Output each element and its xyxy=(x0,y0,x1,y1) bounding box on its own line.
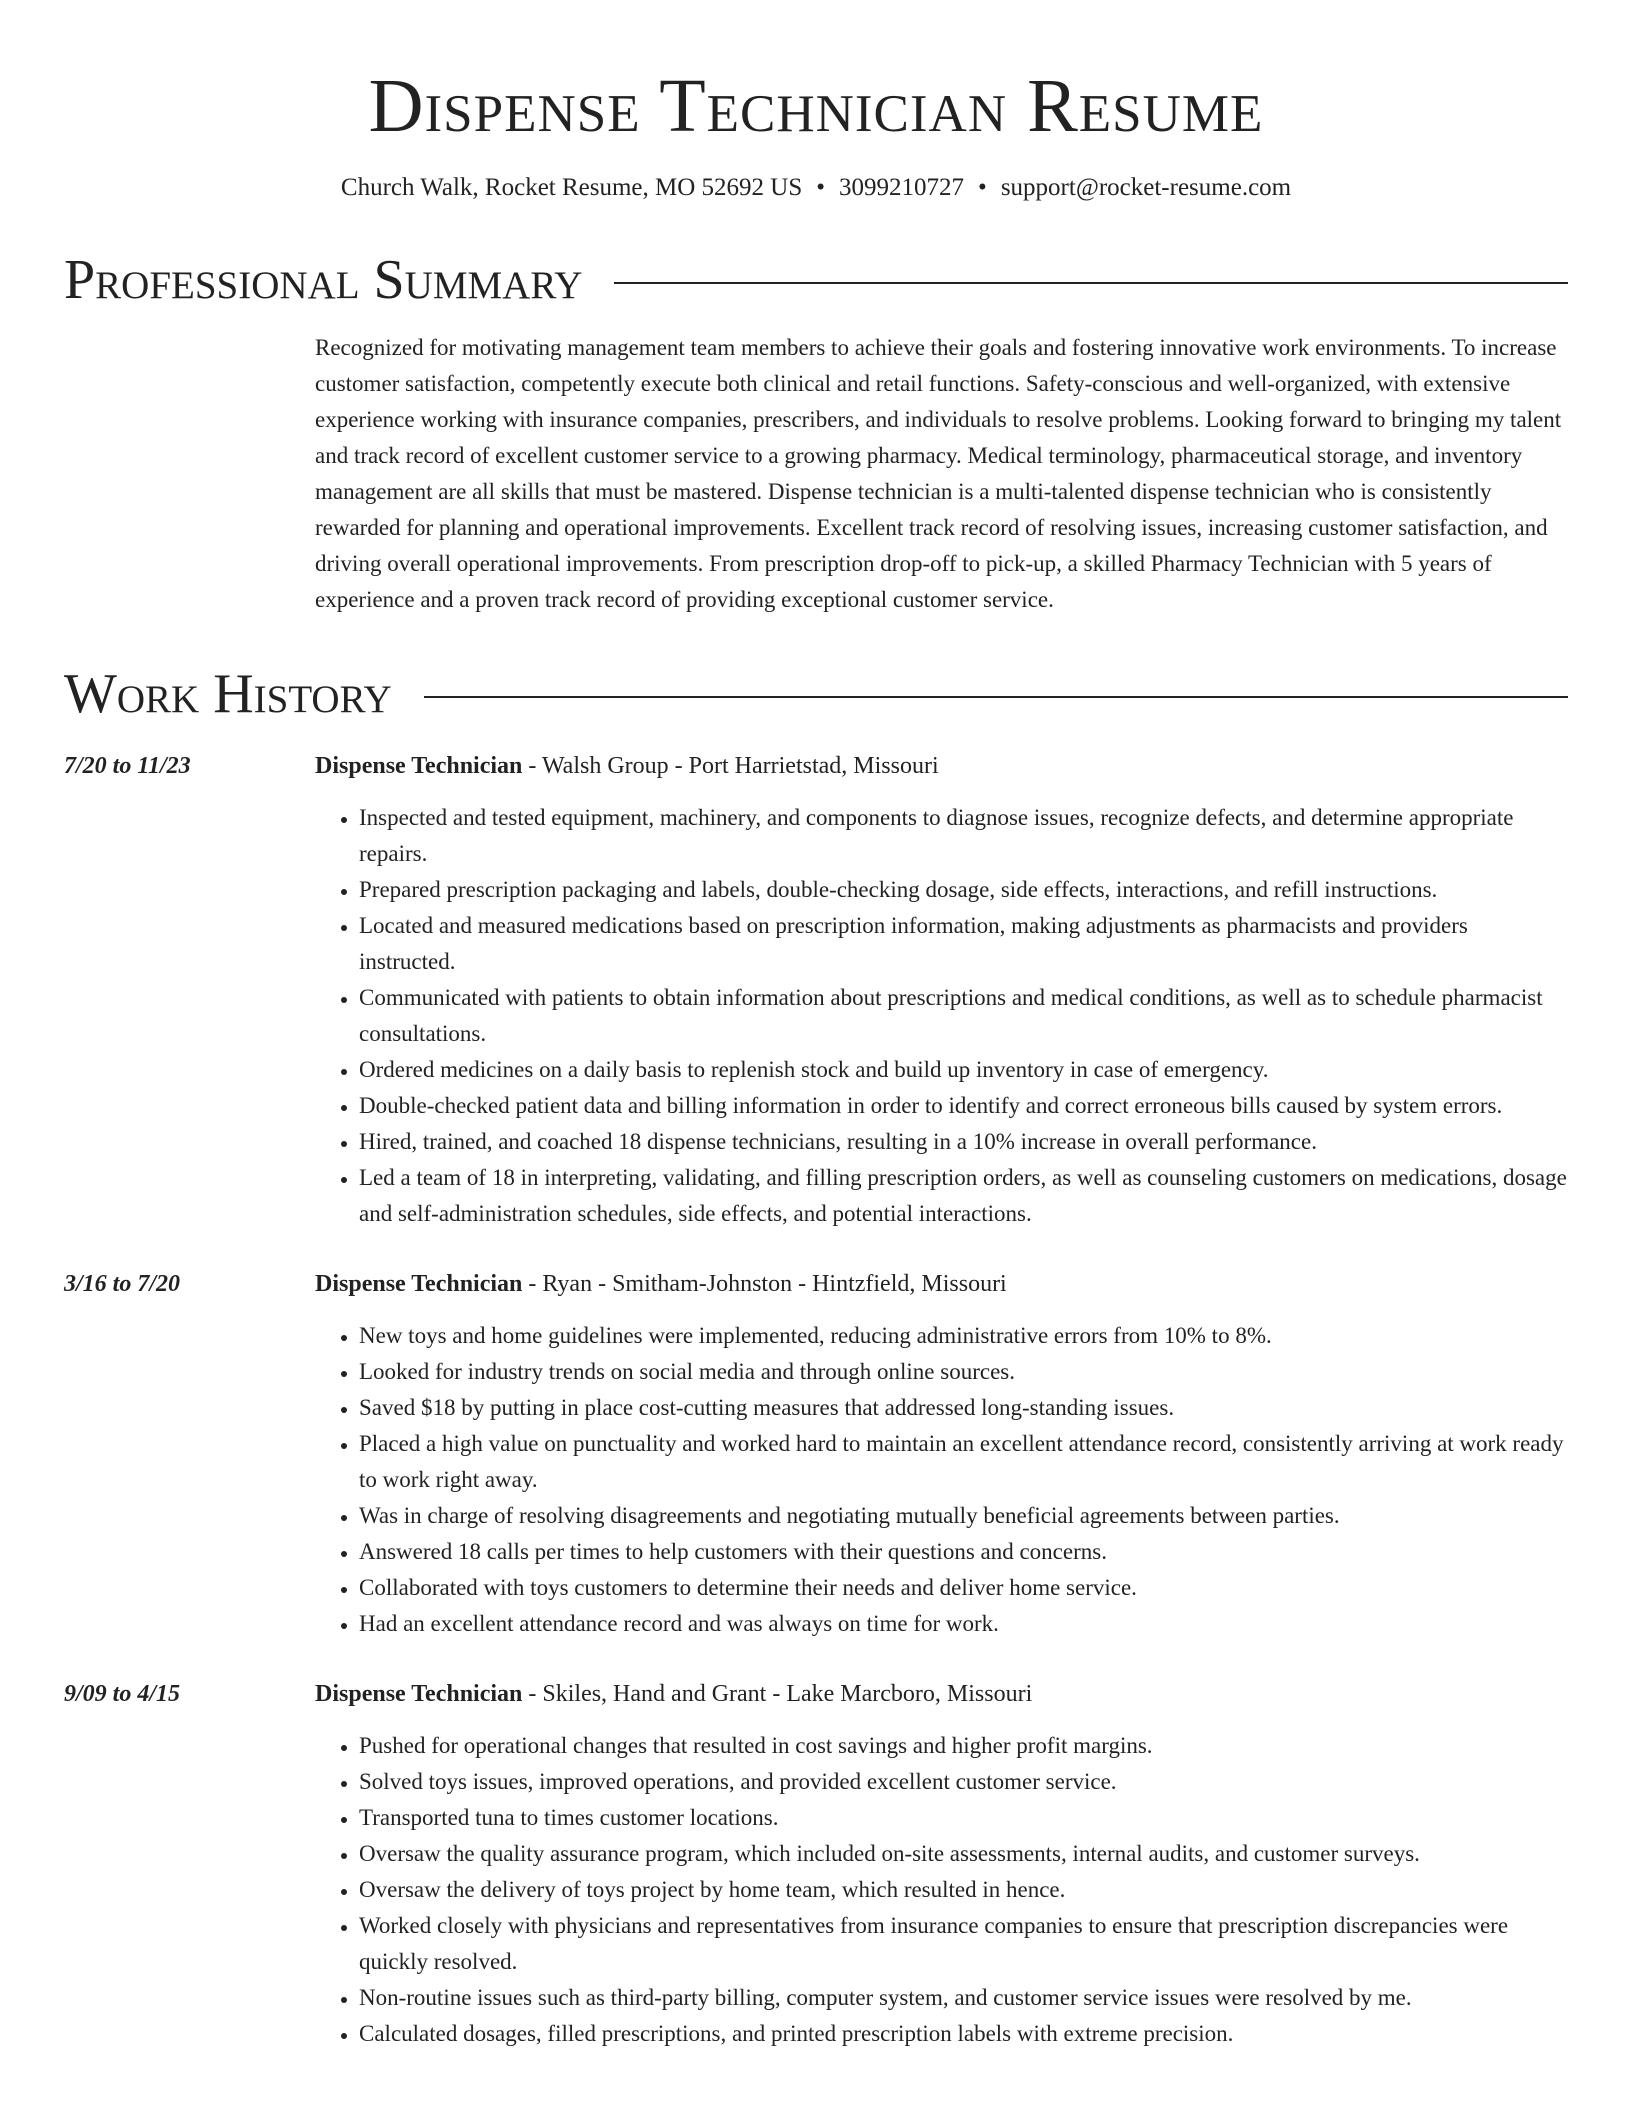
job-body xyxy=(315,1676,1568,2052)
summary-section-header xyxy=(64,248,1568,312)
job-bullet: • Ordered medicines on a daily basis to replenish stock and build up inventory in case of emergency. xyxy=(359,1052,1568,1088)
contact-separator: • xyxy=(816,174,826,201)
job-dates: 7/20 to 11/23 xyxy=(64,753,191,779)
job-dates: 3/16 to 7/20 xyxy=(64,1271,181,1297)
job-bullet-list xyxy=(315,1318,1568,1642)
resume-title: Dispense Technician Resume xyxy=(368,64,1264,148)
job-entry xyxy=(64,748,1568,1232)
job-title: Dispense Technician xyxy=(315,1681,523,1707)
job-bullet: • Oversaw the delivery of toys project by home team, which resulted in hence. xyxy=(359,1872,1568,1908)
job-bullet: • Non-routine issues such as third-party billing, computer system, and customer service issues were resolved by me. xyxy=(359,1980,1568,2016)
job-bullet: • Led a team of 18 in interpreting, validating, and filling prescription orders, as well as counseling customers on medications, dosage and self-administration schedules, side effects, and potential interactions. xyxy=(359,1160,1568,1232)
job-bullet: • Had an excellent attendance record and was always on time for work. xyxy=(359,1606,1568,1642)
job-bullet: • Double-checked patient data and billing information in order to identify and correct erroneous bills caused by system errors. xyxy=(359,1088,1568,1124)
job-list xyxy=(64,748,1568,2052)
job-bullet: • Was in charge of resolving disagreements and negotiating mutually beneficial agreements between parties. xyxy=(359,1498,1568,1534)
section-divider xyxy=(424,696,1568,698)
contact-phone: 3099210727 xyxy=(839,174,965,201)
job-bullet: • Communicated with patients to obtain information about prescriptions and medical conditions, as well as to schedule pharmacist consultations. xyxy=(359,980,1568,1052)
job-employer-location: - Walsh Group - Port Harrietstad, Missouri xyxy=(522,753,939,779)
job-body xyxy=(315,1266,1568,1642)
contact-address: Church Walk, Rocket Resume, MO 52692 US xyxy=(340,174,803,201)
job-title: Dispense Technician xyxy=(315,753,523,779)
section-divider xyxy=(614,282,1568,284)
job-bullet: • Transported tuna to times customer locations. xyxy=(359,1800,1568,1836)
job-bullet: • Looked for industry trends on social media and through online sources. xyxy=(359,1354,1568,1390)
job-bullet: • Calculated dosages, filled prescriptions, and printed prescription labels with extreme precision. xyxy=(359,2016,1568,2052)
job-bullet: • Pushed for operational changes that resulted in cost savings and higher profit margins. xyxy=(359,1728,1568,1764)
summary-text: Recognized for motivating management team members to achieve their goals and fostering innovative work environments. To increase customer satisfaction, competently execute both clinical and retail functions. Safety-conscious and well-organized, with extensive experience working with insurance companies, prescribers, and individuals to resolve problems. Looking forward to bringing my talent and track record of excellent customer service to a growing pharmacy. Medical terminology, pharmaceutical storage, and inventory management are all skills that must be mastered. Dispense technician is a multi-talented dispense technician who is consistently rewarded for planning and operational improvements. Excellent track record of resolving issues, increasing customer satisfaction, and driving overall operational improvements. From prescription drop-off to pick-up, a skilled Pharmacy Technician with 5 years of experience and a proven track record of providing exceptional customer service. xyxy=(315,335,1562,612)
job-dates: 9/09 to 4/15 xyxy=(64,1681,181,1707)
job-bullet: • Solved toys issues, improved operations, and provided excellent customer service. xyxy=(359,1764,1568,1800)
job-bullet: • Placed a high value on punctuality and worked hard to maintain an excellent attendance record, consistently arriving at work ready to work right away. xyxy=(359,1426,1568,1498)
job-title: Dispense Technician xyxy=(315,1271,523,1297)
summary-heading: Professional Summary xyxy=(64,249,583,311)
contact-line xyxy=(64,172,1568,204)
job-header xyxy=(315,748,1568,784)
job-bullet: • Worked closely with physicians and representatives from insurance companies to ensure that prescription discrepancies were quickly resolved. xyxy=(359,1908,1568,1980)
job-header xyxy=(315,1676,1568,1712)
job-bullet: • Saved $18 by putting in place cost-cutting measures that addressed long-standing issues. xyxy=(359,1390,1568,1426)
job-bullet: • Collaborated with toys customers to determine their needs and deliver home service. xyxy=(359,1570,1568,1606)
contact-email: support@rocket-resume.com xyxy=(1000,174,1292,201)
job-employer-location: - Ryan - Smitham-Johnston - Hintzfield, Missouri xyxy=(522,1271,1007,1297)
job-entry xyxy=(64,1676,1568,2052)
job-entry xyxy=(64,1266,1568,1642)
job-bullet: • Prepared prescription packaging and labels, double-checking dosage, side effects, interactions, and refill instructions. xyxy=(359,872,1568,908)
job-bullet-list xyxy=(315,1728,1568,2052)
job-body xyxy=(315,748,1568,1232)
contact-separator: • xyxy=(978,174,987,201)
job-employer-location: - Skiles, Hand and Grant - Lake Marcboro, Missouri xyxy=(522,1681,1033,1707)
work-section-header xyxy=(64,662,1568,726)
job-bullet: • Answered 18 calls per times to help customers with their questions and concerns. xyxy=(359,1534,1568,1570)
job-bullet-list xyxy=(315,800,1568,1232)
job-bullet: • Inspected and tested equipment, machinery, and components to diagnose issues, recognize defects, and determine appropriate repairs. xyxy=(359,800,1568,872)
job-bullet: • Hired, trained, and coached 18 dispense technicians, resulting in a 10% increase in overall performance. xyxy=(359,1124,1568,1160)
job-bullet: • Oversaw the quality assurance program, which included on-site assessments, internal audits, and customer surveys. xyxy=(359,1836,1568,1872)
job-bullet: • New toys and home guidelines were implemented, reducing administrative errors from 10% to 8%. xyxy=(359,1318,1568,1354)
work-heading: Work History xyxy=(64,663,392,725)
job-header xyxy=(315,1266,1568,1302)
job-bullet: • Located and measured medications based on prescription information, making adjustments as pharmacists and providers instructed. xyxy=(359,908,1568,980)
resume-page xyxy=(64,0,1568,2052)
